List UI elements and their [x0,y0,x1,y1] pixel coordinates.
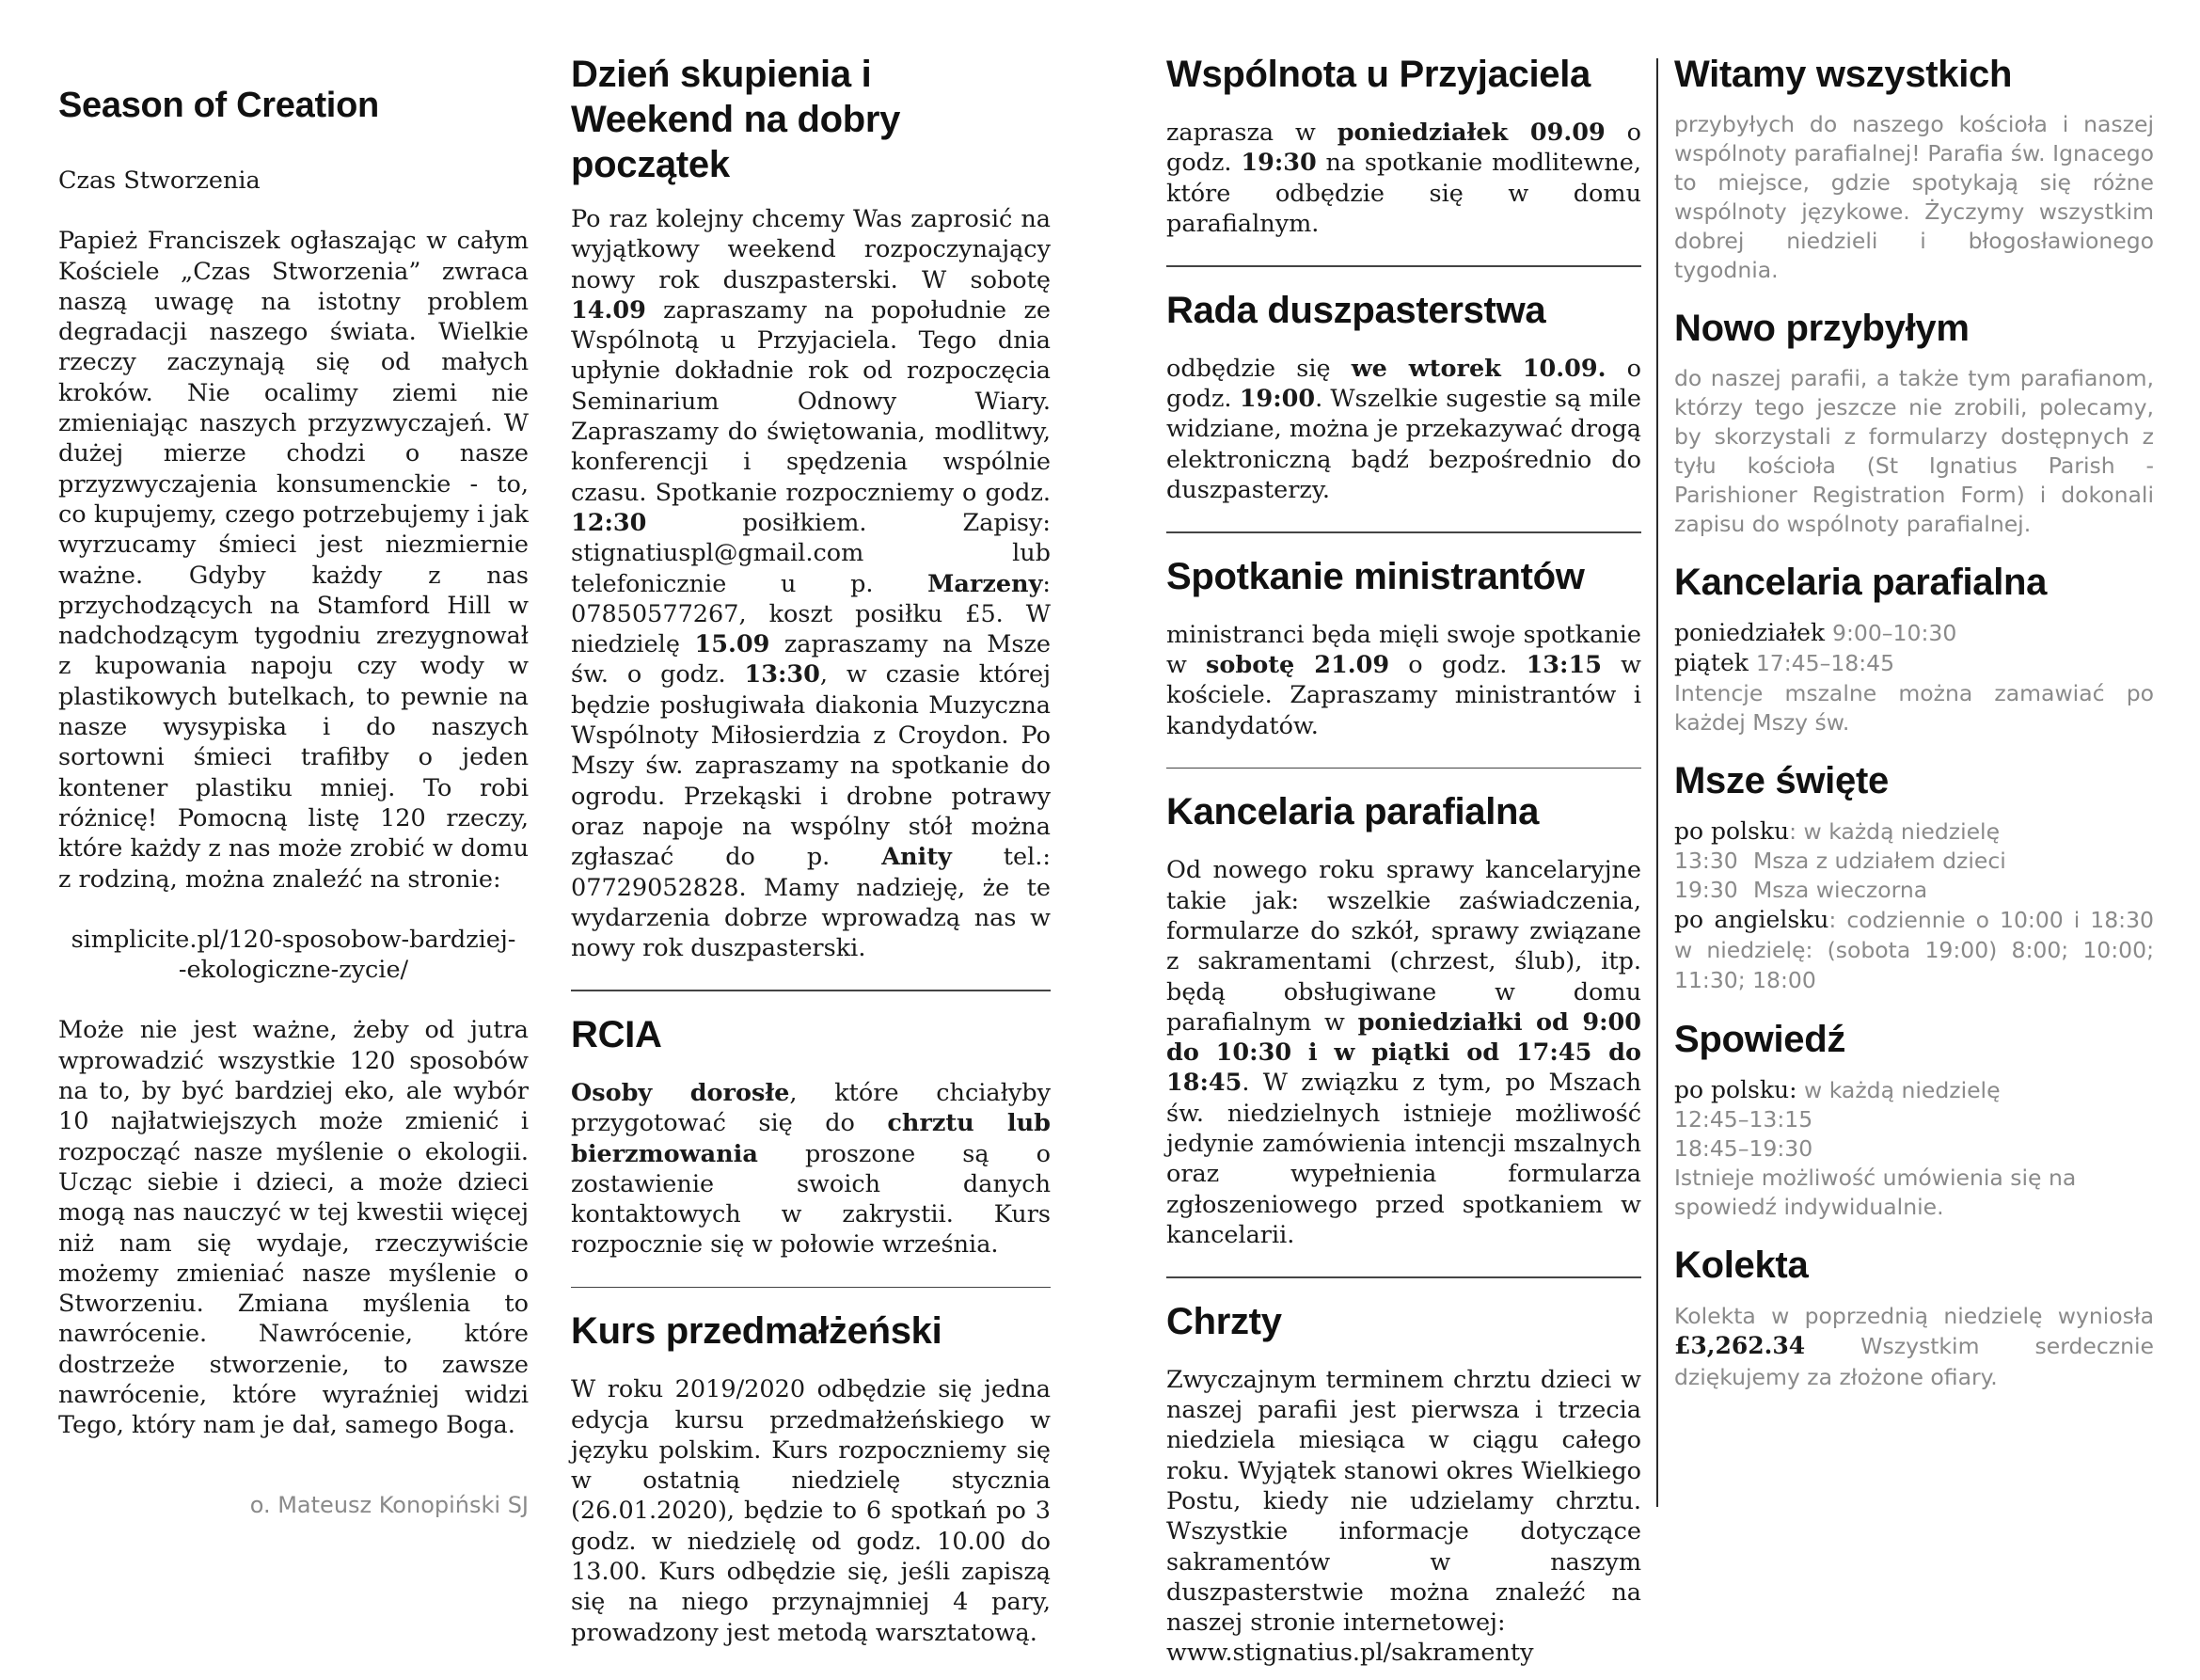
section-title-dzien-skupienia: Dzień skupienia i Weekend na dobry początek [571,54,901,185]
link-line-2[interactable]: -ekologiczne-zycie/ [178,956,409,985]
section-title-kolekta: Kolekta [1674,1244,1809,1287]
section-title-kancelaria: Kancelaria parafialna [1166,791,1540,833]
section-text-kancelaria: Od nowego roku sprawy kancelaryjne takie jak: wszelkie zaświadczenia, formularze do szkół, sprawy związane z sakramentami (chrzest, ślub), itp. będą obsługiwane w domu parafialnym w poniedziałki od 9:00 do 10:30 i w piątki od 17:45 do 18:45. W związku z tym, po Mszach św. niedzielnych istnieje możliwość jedynie zamówienia intencji mszalnych oraz wypełnienia formularza zgłoszeniowego przed spotkaniem w kancelarii. [1166,856,1641,1249]
hours-monday: poniedziałek 9:00–10:30 [1674,619,1957,646]
section-text-rada: odbędzie się we wtorek 10.09. o godz. 19:00. Wszelkie sugestie są mile widziane, można je przekazywać drogą elektroniczną bądź bezpośrednio do duszpasterzy. [1166,354,1641,504]
section-text-kolekta: Kolekta w poprzednią niedzielę wyniosła £3,262.34 Wszystkim serdecznie dziękujemy za złożone ofiary. [1674,1303,2154,1390]
section-kolekta [1674,1243,2154,1392]
column-divider [1656,58,1658,1507]
msze-time-1: 13:30 Msza z udziałem dzieci [1674,847,2006,874]
section-witamy [1674,52,2154,285]
column-season-of-creation [58,83,529,1520]
section-ministranci [1166,554,1641,753]
msze-english: po angielsku: codziennie o 10:00 i 18:30 w niedzielę: (sobota 19:00) 8:00; 10:00; 11:30; 18:00 [1674,905,2154,994]
section-rcia [571,1012,1051,1272]
section-msze [1674,758,2154,996]
section-kancelaria-hours [1674,560,2154,737]
section-title-witamy: Witamy wszystkich [1674,54,2013,95]
divider [1166,1276,1641,1278]
section-text-nowo-przybylym: do naszej parafii, a także tym parafianom, którzy tego jeszcze nie zrobili, polecamy, by skorzystali z formularzy dostępnych z tyłu kościoła (St Ignatius Parish - Parishioner Registration Form) i dokonali zapisu do wspólnoty parafialnej. [1674,365,2154,537]
section-kancelaria [1166,789,1641,1261]
section-rada [1166,288,1641,516]
section-title-nowo-przybylym: Nowo przybyłym [1674,308,1970,349]
column-info-sidebar [1674,52,2154,1413]
section-text-witamy: przybyłych do naszego kościoła i naszej wspólnoty parafialnej! Parafia św. Ignacego to miejsce, gdzie spotykają się różne wspólnoty językowe. Życzymy wszystkim dobrej niedzieli i błogosławionego tygodnia. [1674,111,2154,283]
spowiedz-time-1: 12:45–13:15 [1674,1106,1813,1133]
section-title-ministranci: Spotkanie ministrantów [1166,555,1585,597]
section-spowiedz [1674,1017,2154,1222]
divider [1166,531,1641,533]
column-events [571,52,1051,1659]
link-line-1[interactable]: simplicite.pl/120-sposobow-bardziej- [71,925,516,954]
section-title-rcia: RCIA [571,1013,662,1055]
spowiedz-polish: po polsku: w każdą niedzielę [1674,1075,2001,1103]
section-text-dzien-skupienia: Po raz kolejny chcemy Was zaprosić na wyjątkowy weekend rozpoczynający nowy rok duszpasterski. W sobotę 14.09 zapraszamy na popołudnie ze Wspólnotą u Przyjaciela. Tego dnia upłynie dokładnie rok od rozpoczęcia Seminarium Odnowy Wiary. Zapraszamy do świętowania, modlitwy, konferencji i spędzenia wspólnie czasu. Spotkanie rozpoczniemy o godz. 12:30 posiłkiem. Zapisy: stignatiuspl@gmail.com lub telefonicznie u p. Marzeny: 07850577267, koszt posiłku £5. W niedzielę 15.09 zapraszamy na Msze św. o godz. 13:30, w czasie której będzie posługiwała diakonia Muzyczna Wspólnoty Miłosierdzia z Croydon. Po Mszy św. zapraszamy na spotkanie do ogrodu. Przekąski i drobne potrawy oraz napoje na wspólny stół można zgłaszać do p. Anity tel.: 07729052828. Mamy nadzieję, że te wydarzenia dobrze wprowadzą nas w nowy rok duszpasterski. [571,205,1051,963]
section-title-spowiedz: Spowiedź [1674,1018,1846,1060]
section-title-rada: Rada duszpasterstwa [1166,289,1546,331]
author-signature: o. Mateusz Konopiński SJ [249,1491,529,1518]
subtitle-czas-stworzenia: Czas Stworzenia [58,166,261,195]
divider [571,990,1051,991]
section-text-rcia: Osoby dorosłe, które chciałyby przygotować się do chrztu lub bierzmowania proszone są o zostawienie swoich danych kontaktowych w zakrystii. Kurs rozpocznie się w połowie września. [571,1078,1051,1260]
divider [571,1287,1051,1289]
section-title-chrzty: Chrzty [1166,1300,1282,1342]
section-wspolnota [1166,52,1641,250]
section-dzien-skupienia [571,52,1051,975]
divider [1166,768,1641,769]
section-text-ministranci: ministranci będa mięli swoje spotkanie w sobotę 21.09 o godz. 13:15 w kościele. Zapraszamy ministrantów i kandydatów. [1166,620,1641,740]
section-title-kancelaria-hours: Kancelaria parafialna [1674,562,2048,603]
section-text-chrzty: Zwyczajnym terminem chrztu dzieci w naszej parafii jest pierwsza i trzecia niedziela miesiąca w ciągu całego roku. Wyjątek stanowi okres Wielkiego Postu, kiedy nie udzielamy chrztu. Wszystkie informacje dotyczące sakramentów w naszym duszpasterstwie można znaleźć na naszej stronie internetowej: [1166,1365,1641,1638]
divider [1166,265,1641,267]
msze-time-2: 19:30 Msza wieczorna [1674,876,1928,903]
section-title-msze: Msze święte [1674,759,1889,801]
section-text-kurs-przedmalzenski: W roku 2019/2020 odbędzie się jedna edycja kursu przedmałżeńskiego w języku polskim. Kurs rozpoczniemy się w ostatnią niedzielę stycznia (26.01.2020), będzie to 6 spotkań po 3 godz. w niedzielę od godz. 10.00 do 13.00. Kurs odbędzie się, jeśli zapiszą się na niego przynajmniej 4 pary, prowadzony jest metodą warsztatową. [571,1375,1051,1647]
column-parish-news [1166,52,1641,1680]
link-sakramenty[interactable]: www.stignatius.pl/sakramenty [1166,1639,1534,1668]
spowiedz-time-2: 18:45–19:30 [1674,1135,1813,1163]
section-chrzty [1166,1299,1641,1680]
section-nowo-przybylym [1674,306,2154,539]
spowiedz-note: Istnieje możliwość umówienia się na spowiedź indywidualnie. [1674,1165,2077,1221]
section-text-wspolnota: zaprasza w poniedziałek 09.09 o godz. 19:30 na spotkanie modlitewne, które odbędzie się w domu parafialnym. [1166,119,1641,238]
paragraph-intro: Papież Franciszek ogłaszając w całym Kościele „Czas Stworzenia” zwraca naszą uwagę na istotny problem degradacji naszego świata. Wielkie rzeczy zaczynają się od małych kroków. Nie ocalimy ziemi nie zmieniając naszych przyzwyczajeń. W dużej mierze chodzi o nasze przyzwyczajenia konsumenckie - to, co kupujemy, czego potrzebujemy i jak wyrzucamy śmieci jest niezmiernie ważne. Gdyby każdy z nas przychodzących na Stamford Hill w nadchodzącym tygodniu zrezygnował z kupowania napoju czy wody w plastikowych butelkach, to pewnie na nasze wysypiska i do naszych sortowni śmieci trafiłby o jeden kontener plastiku mniej. To robi różnicę! Pomocną listę 120 rzeczy, które każdy z nas może zrobić w domu z rodziną, można znaleźć na stronie: [58,227,529,894]
section-title-season-of-creation: Season of Creation [58,86,379,125]
kancelaria-note: Intencje mszalne można zamawiać po każdej Mszy św. [1674,679,2154,736]
hours-friday: piątek 17:45–18:45 [1674,649,1895,677]
section-title-wspolnota: Wspólnota u Przyjaciela [1166,54,1591,95]
paragraph-conclusion: Może nie jest ważne, żeby od jutra wprowadzić wszystkie 120 sposobów na to, by być bardziej eko, ale wybór 10 najłatwiejszych może zmienić i rozpocząć nasze myślenie o ekologii. Ucząc siebie i dzieci, a może dzieci mogą nas nauczyć w tej kwestii więcej niż nam się wydaje, rzeczywiście możemy zmieniać nasze myślenie o Stworzeniu. Zmiana myślenia to nawrócenie. Nawrócenie, które dostrzeże stworzenie, to zawsze nawrócenie, które wyraźniej widzi Tego, który nam je dał, samego Boga. [58,1016,529,1440]
section-title-kurs-przedmalzenski: Kurs przedmałżeński [571,1310,942,1353]
msze-polish: po polsku: w każdą niedzielę [1674,816,2001,845]
section-kurs-przedmalzenski [571,1308,1051,1659]
